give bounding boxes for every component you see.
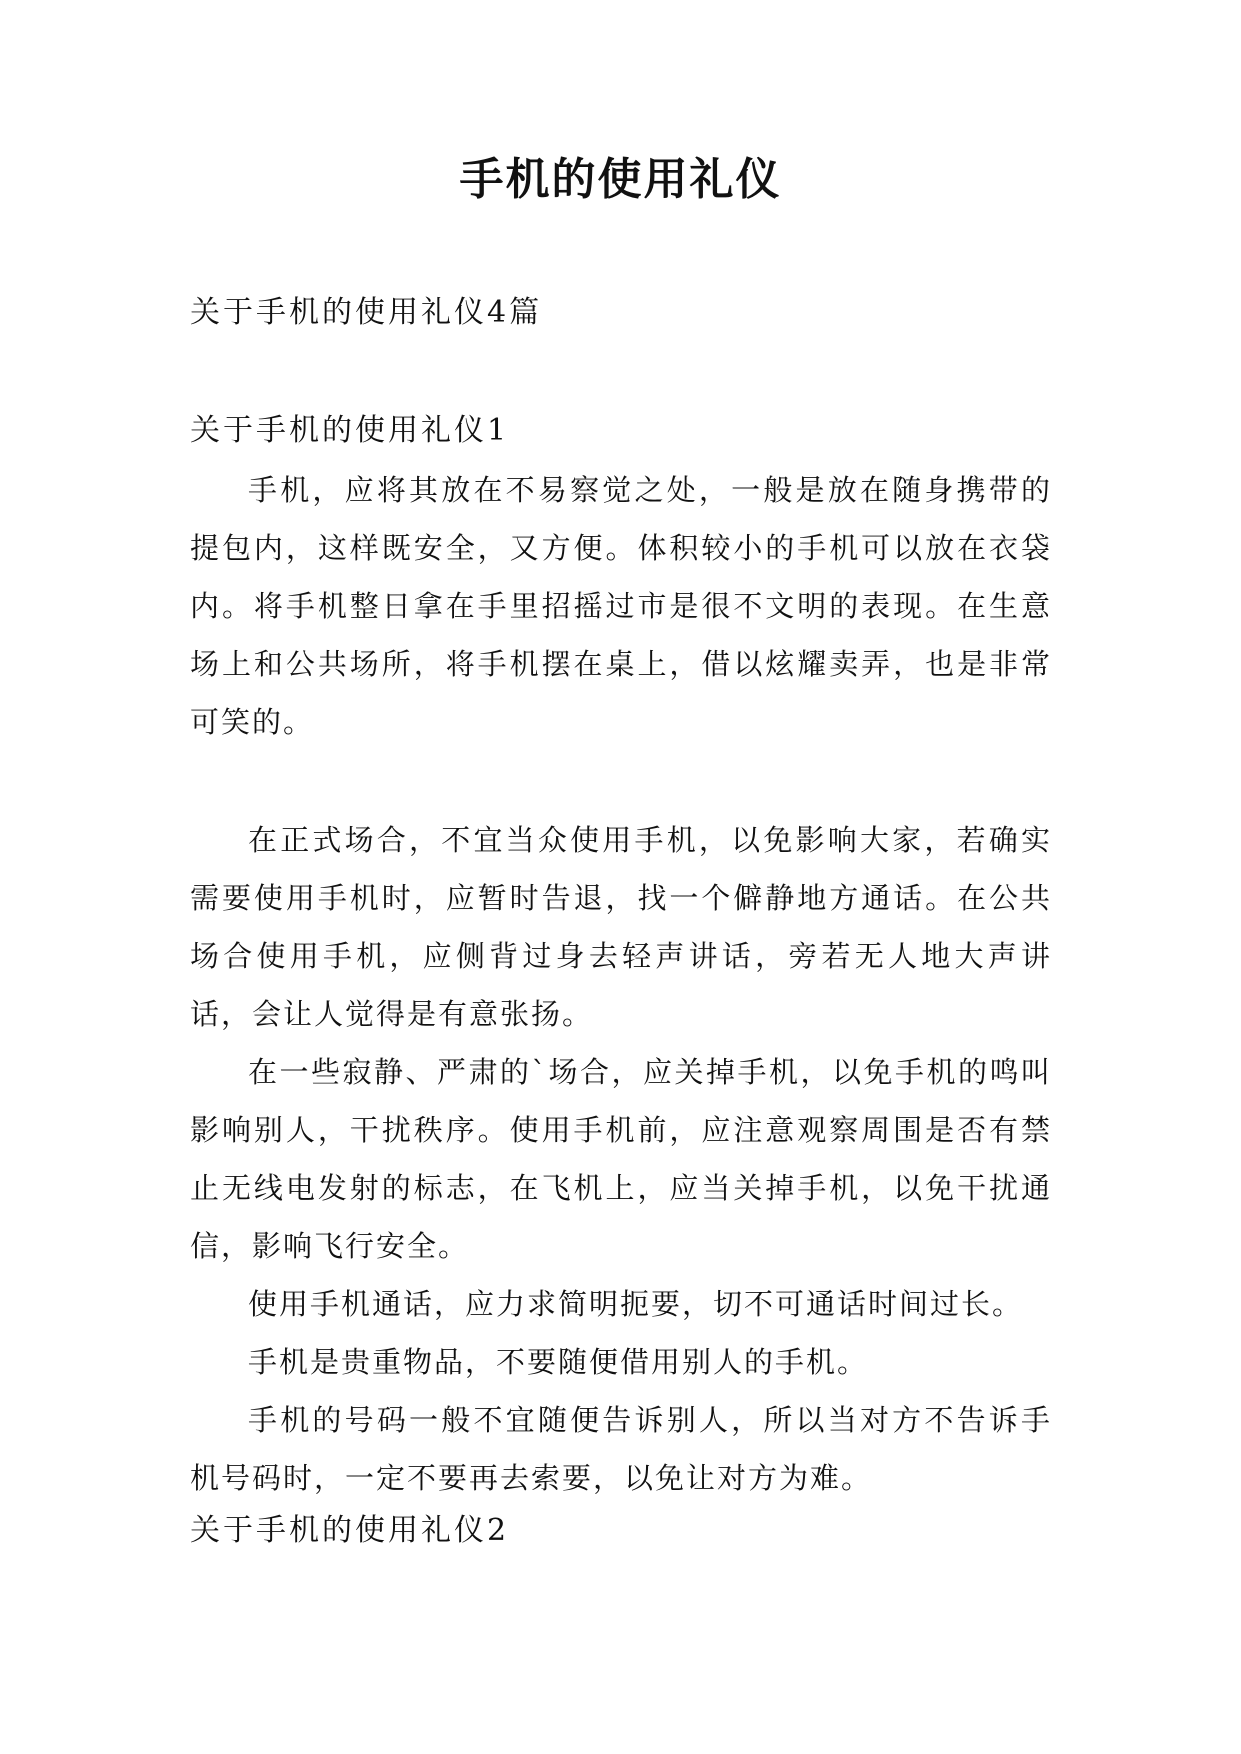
document-title: 手机的使用礼仪 <box>459 154 782 205</box>
document-subtitle: 关于手机的使用礼仪4篇 <box>190 295 543 330</box>
paragraph-4: 使用手机通话，应力求简明扼要，切不可通话时间过长。 <box>248 1287 1024 1321</box>
section-heading-1: 关于手机的使用礼仪1 <box>190 413 510 448</box>
paragraph-2: 在正式场合，不宜当众使用手机，以免影响大家，若确实需要使用手机时，应暂时告退，找一个僻静地方通话。在公共场合使用手机，应侧背过身去轻声讲话，旁若无人地大声讲话，会让人觉得是有意张扬。 <box>190 823 1052 1031</box>
section-heading-2: 关于手机的使用礼仪2 <box>190 1513 510 1548</box>
paragraph-5: 手机是贵重物品，不要随便借用别人的手机。 <box>248 1345 869 1379</box>
paragraph-6: 手机的号码一般不宜随便告诉别人，所以当对方不告诉手机号码时，一定不要再去索要，以免让对方为难。 <box>190 1403 1052 1495</box>
paragraph-1: 手机，应将其放在不易察觉之处，一般是放在随身携带的提包内，这样既安全，又方便。体积较小的手机可以放在衣袋内。将手机整日拿在手里招摇过市是很不文明的表现。在生意场上和公共场所，将手机摆在桌上，借以炫耀卖弄，也是非常可笑的。 <box>190 473 1052 739</box>
paragraph-3: 在一些寂静、严肃的`场合，应关掉手机，以免手机的鸣叫影响别人，干扰秩序。使用手机前，应注意观察周围是否有禁止无线电发射的标志，在飞机上，应当关掉手机，以免干扰通信，影响飞行安全。 <box>190 1055 1052 1263</box>
